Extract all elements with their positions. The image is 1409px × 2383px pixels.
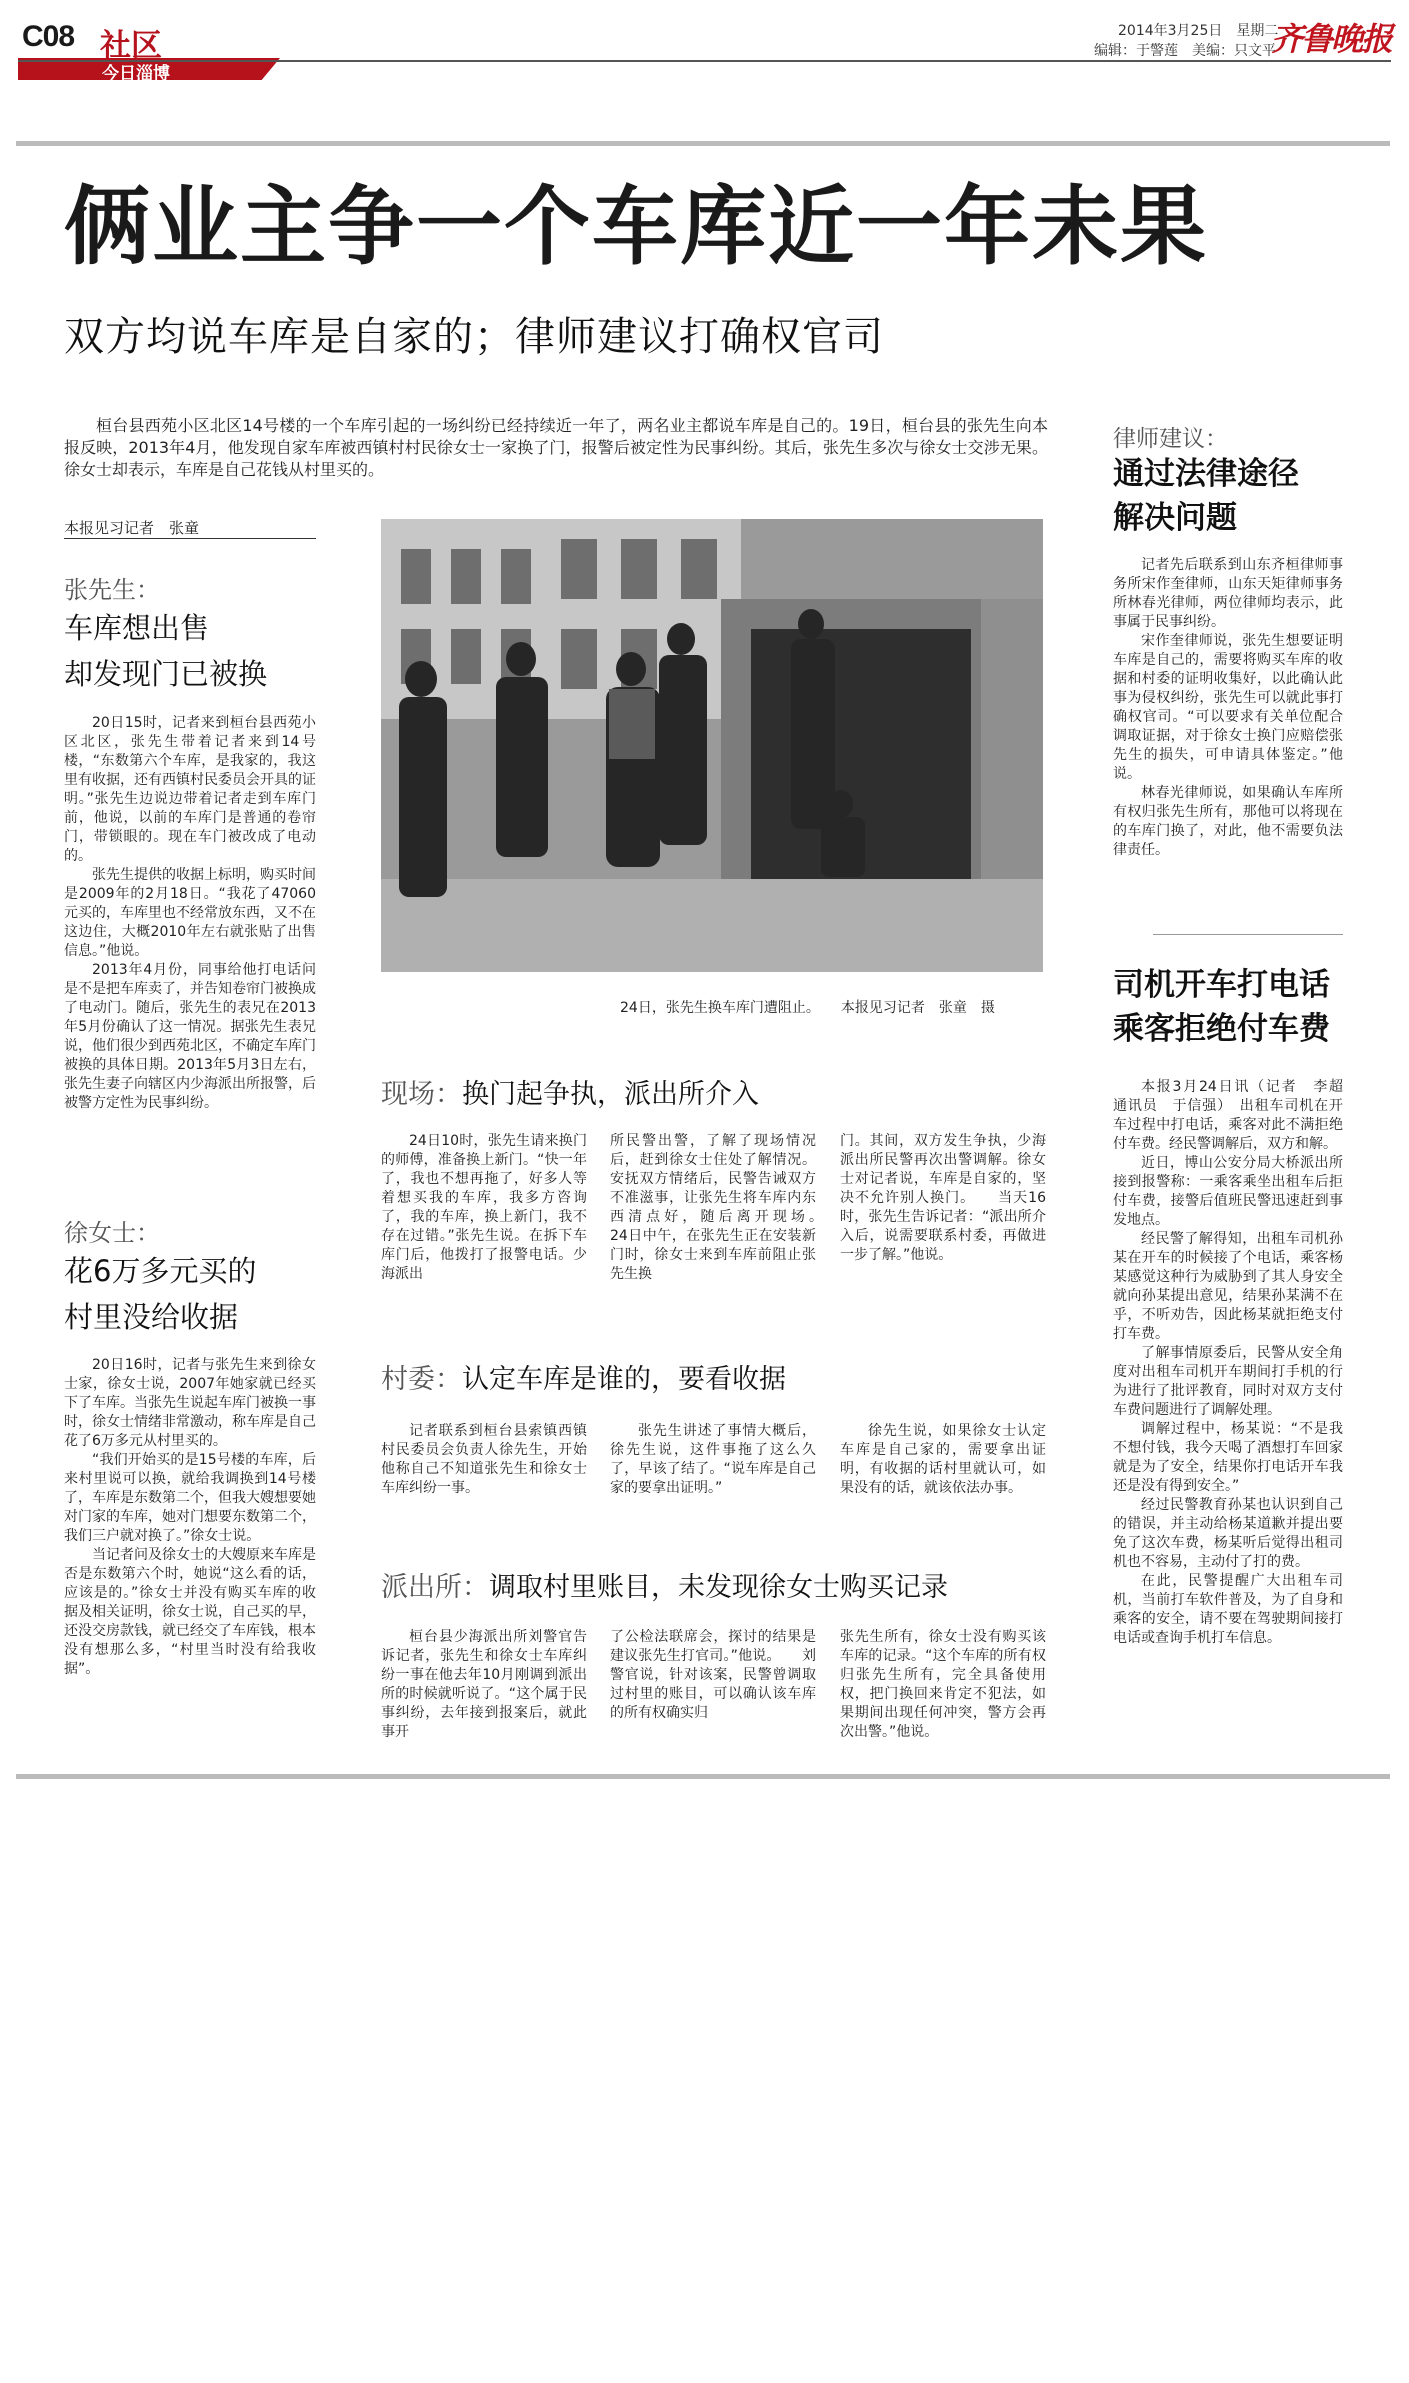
village-col2: 张先生讲述了事情大概后，徐先生说，这件事拖了这么久了，早该了结了。“说车库是自己家的要拿出证明。” (610, 1423, 816, 1496)
photo-illustration (381, 519, 1043, 972)
page-number: C08 (22, 20, 75, 53)
lawyer-body (1113, 556, 1343, 860)
police-col1: 桓台县少海派出所刘警官告诉记者，张先生和徐女士车库纠纷一事在他去年10月刚调到派出所的时候就听说了。“这个属于民事纠纷，去年接到报案后，就此事开 (381, 1629, 587, 1740)
taxi-paragraph: 调解过程中，杨某说：“不是我不想付钱，我今天喝了酒想打车回家就是为了安全，结果你打电话开车我还是没有得到安全。” (1113, 1421, 1343, 1494)
police-label: 派出所： (381, 1572, 489, 1603)
taxi-paragraph: 经民警了解得知，出租车司机孙某在开车的时候接了个电话，乘客杨某感觉这种行为威胁到了其人身安全就向孙某提出意见，结果孙某满不在乎，不听劝告，因此杨某就拒绝支付打车费。 (1113, 1231, 1343, 1342)
sidebar-divider (1153, 934, 1343, 935)
news-photo (381, 519, 1043, 972)
taxi-title (1113, 963, 1330, 1051)
byline-rule (64, 538, 316, 539)
village-heading (381, 1357, 786, 1396)
village-title: 认定车库是谁的，要看收据 (462, 1364, 786, 1395)
police-heading (381, 1565, 948, 1604)
scene-col1: 24日10时，张先生请来换门的师傅，准备换上新门。“快一年了，我也不想再拖了，好多人等着想买我的车库，我多方咨询了，我的车库，换上新门，我不存在过错。”张先生说。在拆下车库门后，他拨打了报警电话。少海派出 (381, 1133, 587, 1282)
top-divider (16, 141, 1390, 146)
lawyer-paragraph: 宋作奎律师说，张先生想要证明车库是自己的，需要将购买车库的收据和村委的证明收集好，以此确认此事为侵权纠纷，张先生可以就此事打确权官司。“可以要求有关单位配合调取证据，对于徐女士换门应赔偿张先生的损失，可申请具体鉴定。”他说。 (1113, 633, 1343, 782)
xu-subhead-line2: 村里没给收据 (64, 1300, 239, 1334)
issue-date: 2014年3月25日 星期二 (1118, 23, 1279, 39)
lawyer-title (1113, 452, 1299, 540)
zhang-paragraph: 2013年4月份，同事给他打电话问是不是把车库卖了，并告知卷帘门被换成了电动门。随后，张先生的表兄在2013年5月份确认了这一情况。据张先生表兄说，他们很少到西苑北区，不确定车库门被换的具体日期。2013年5月3日左右，张先生妻子向辖区内少海派出所报警，后被警方定性为民事纠纷。 (64, 962, 316, 1111)
photo-caption: 24日，张先生换车库门遭阻止。 本报见习记者 张童 摄 (620, 1000, 995, 1016)
xu-subhead-line1: 花6万多元买的 (64, 1254, 257, 1288)
editors-credit: 编辑：于警莲 美编：只文平 (1094, 43, 1276, 59)
village-label: 村委： (381, 1364, 462, 1395)
lawyer-title-line2: 解决问题 (1113, 500, 1237, 536)
taxi-paragraph: 本报3月24日讯（记者 李超 通讯员 于信强） 出租车司机在开车过程中打电话，乘客对此不满拒绝付车费。经民警调解后，双方和解。 (1113, 1079, 1357, 1152)
lead-paragraph: 桓台县西苑小区北区14号楼的一个车库引起的一场纠纷已经持续近一年了，两名业主都说车库是自己的。19日，桓台县的张先生向本报反映，2013年4月，他发现自家车库被西镇村村民徐女士一家换了门，报警后被定性为民事纠纷。其后，张先生多次与徐女士交涉无果。徐女士却表示，车库是自己花钱从村里买的。 (64, 416, 1048, 479)
xu-paragraph: 当记者问及徐女士的大嫂原来车库是否是东数第六个时，她说“这么看的话，应该是的。”徐女士并没有购买车库的收据及相关证明，徐女士说，自己买的早，还没交房款钱，就已经交了车库钱，根本没有想那么多，“村里当时没有给我收据”。 (64, 1547, 316, 1677)
scene-heading (381, 1072, 759, 1111)
xu-label: 徐女士： (64, 1219, 160, 1247)
taxi-paragraph: 在此，民警提醒广大出租车司机，当前打车软件普及，为了自身和乘客的安全，请不要在驾驶期间接打电话或查询手机打车信息。 (1113, 1573, 1343, 1646)
subsection-title: 今日淄博 (102, 64, 170, 84)
zhang-body (64, 714, 316, 1113)
scene-col3: 门。其间，双方发生争执，少海派出所民警再次出警调解。徐女士对记者说，车库是自家的，坚决不允许别人换门。 当天16时，张先生告诉记者：“派出所介入后，说需要联系村委，再做进一步了解。”他说。 (840, 1133, 1046, 1263)
xu-subhead (64, 1248, 256, 1340)
byline: 本报见习记者 张童 (64, 519, 200, 537)
taxi-title-line2: 乘客拒绝付车费 (1113, 1011, 1330, 1047)
xu-paragraph: “我们开始买的是15号楼的车库，后来村里说可以换，就给我调换到14号楼了，车库是东数第二个，但我大嫂想要她对门家的车库，她对门想要东数第二个，我们三户就对换了。”徐女士说。 (64, 1452, 316, 1544)
section-title: 社区 (100, 28, 162, 64)
lawyer-paragraph: 记者先后联系到山东齐桓律师事务所宋作奎律师，山东天矩律师事务所林春光律师，两位律师均表示，此事属于民事纠纷。 (1113, 557, 1343, 630)
xu-body (64, 1356, 316, 1679)
lawyer-label: 律师建议： (1113, 426, 1228, 452)
zhang-subhead-line1: 车库想出售 (64, 611, 210, 645)
zhang-paragraph: 20日15时，记者来到桓台县西苑小区北区，张先生带着记者来到14号楼，“东数第六个车库，是我家的，我这里有收据，还有西镇村民委员会开具的证明。”张先生边说边带着记者走到车库门前，他说，以前的车库门是普通的卷帘门，带锁眼的。现在车门被改成了电动的。 (64, 715, 316, 864)
taxi-paragraph: 近日，博山公安分局大桥派出所接到报警称：一乘客乘坐出租车后拒付车费，接警后值班民警迅速赶到事发地点。 (1113, 1155, 1343, 1228)
zhang-subhead-line2: 却发现门已被换 (64, 657, 268, 691)
header-rule (18, 60, 1391, 62)
village-col1: 记者联系到桓台县索镇西镇村民委员会负责人徐先生，开始他称自己不知道张先生和徐女士车库纠纷一事。 (381, 1423, 587, 1496)
village-col3: 徐先生说，如果徐女士认定车库是自己家的，需要拿出证明，有收据的话村里就认可，如果没有的话，就该依法办事。 (840, 1423, 1046, 1496)
police-col3: 张先生所有，徐女士没有购买该车库的记录。“这个车库的所有权归张先生所有，完全具备使用权，把门换回来肯定不犯法，如果期间出现任何冲突，警方会再次出警。”他说。 (840, 1629, 1046, 1740)
headline: 俩业主争一个车库近一年未果 (64, 177, 1208, 277)
police-col2: 了公检法联席会，探讨的结果是建议张先生打官司。”他说。 刘警官说，针对该案，民警曾调取过村里的账目，可以确认该车库的所有权确实归 (610, 1629, 816, 1721)
lawyer-title-line1: 通过法律途径 (1113, 456, 1299, 492)
bottom-divider (16, 1774, 1390, 1779)
taxi-body (1113, 1078, 1357, 1648)
zhang-label: 张先生： (64, 576, 160, 604)
taxi-title-line1: 司机开车打电话 (1113, 967, 1330, 1003)
scene-label: 现场： (381, 1079, 462, 1110)
zhang-subhead (64, 605, 267, 697)
taxi-paragraph: 经过民警教育孙某也认识到自己的错误，并主动给杨某道歉并提出要免了这次车费，杨某听后觉得出租司机也不容易，主动付了打的费。 (1113, 1497, 1343, 1570)
scene-title: 换门起争执，派出所介入 (462, 1079, 759, 1110)
taxi-paragraph: 了解事情原委后，民警从安全角度对出租车司机开车期间打手机的行为进行了批评教育，同时对双方支付车费问题进行了调解处理。 (1113, 1345, 1343, 1418)
subheadline: 双方均说车库是自家的；律师建议打确权官司 (64, 314, 884, 360)
scene-col2: 所民警出警，了解了现场情况后，赶到徐女士住处了解情况。安抚双方情绪后，民警告诫双方不准滋事，让张先生将车库内东西清点好，随后离开现场。 24日中午，在张先生正在安装新门时，徐女士来到车库前阻止张先生换 (610, 1133, 844, 1282)
police-title: 调取村里账目，未发现徐女士购买记录 (489, 1572, 948, 1603)
xu-paragraph: 20日16时，记者与张先生来到徐女士家，徐女士说，2007年她家就已经买下了车库。当张先生说起车库门被换一事时，徐女士情绪非常激动，称车库是自己花了6万多元从村里买的。 (64, 1357, 316, 1449)
masthead-logo: 齐鲁晚报 (1271, 20, 1392, 58)
lawyer-paragraph: 林春光律师说，如果确认车库所有权归张先生所有，那他可以将现在的车库门换了，对此，他不需要负法律责任。 (1113, 785, 1343, 858)
zhang-paragraph: 张先生提供的收据上标明，购买时间是2009年的2月18日。“我花了47060元买的，车库里也不经常放东西，又不在这边住，大概2010年左右就张贴了出售信息。”他说。 (64, 867, 316, 959)
